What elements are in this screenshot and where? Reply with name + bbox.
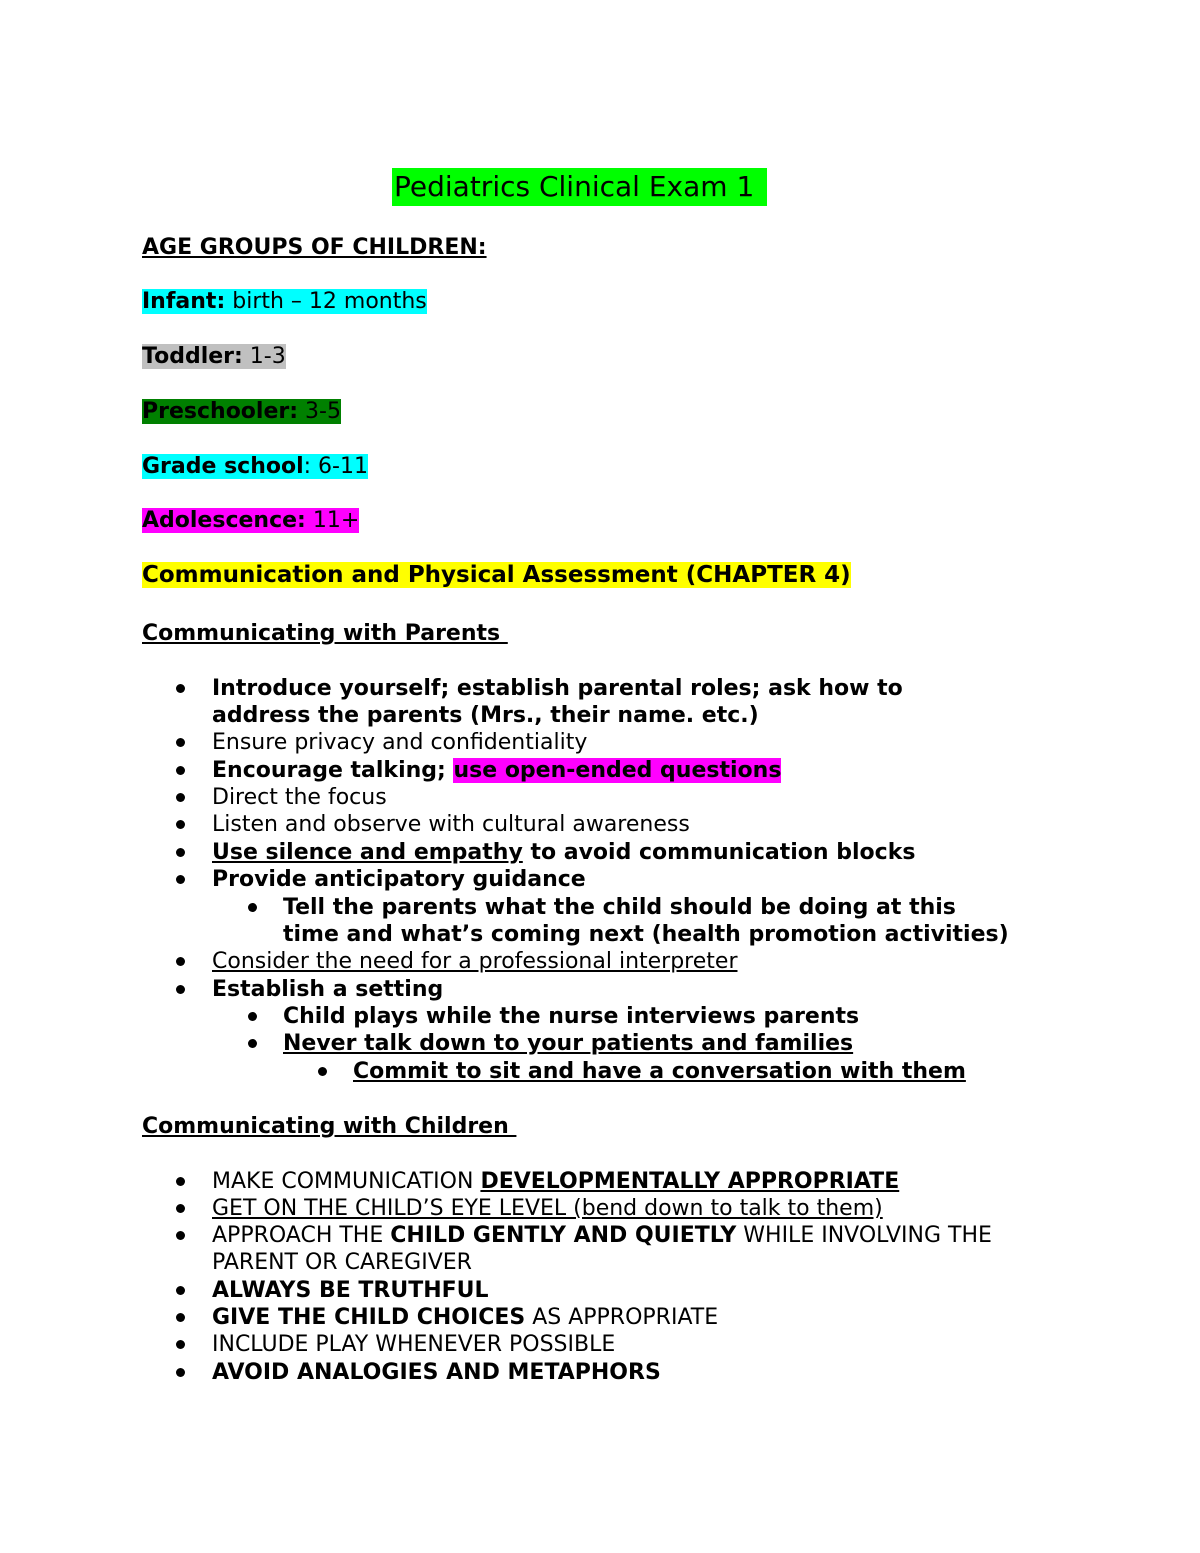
bullet-icon xyxy=(248,1012,257,1021)
list-item xyxy=(212,675,903,729)
list-item-line: Introduce yourself; establish parental roles; ask how to xyxy=(212,676,903,701)
bullet-icon xyxy=(176,738,185,747)
bullet-icon xyxy=(176,1340,185,1349)
list-item xyxy=(212,1222,992,1276)
age-group-value: birth – 12 months xyxy=(225,289,427,314)
age-group-value: : 6-11 xyxy=(303,454,368,479)
list-item-line xyxy=(212,1222,992,1249)
list-item: ALWAYS BE TRUTHFUL xyxy=(212,1278,489,1303)
list-item-line: address the parents (Mrs., their name. etc.) xyxy=(212,703,759,728)
bullet-icon xyxy=(176,1286,185,1295)
bullet-icon xyxy=(176,875,185,884)
children-heading xyxy=(142,1113,516,1140)
bullet-icon xyxy=(318,1067,327,1076)
age-group-value: 1-3 xyxy=(242,344,286,369)
list-item xyxy=(212,757,781,784)
age-group-value: 3-5 xyxy=(298,399,341,424)
list-item xyxy=(212,1168,899,1195)
list-item-underlined: Use silence and empathy xyxy=(212,840,523,865)
age-group-grade-school xyxy=(142,453,368,480)
list-item-bold: DEVELOPMENTALLY APPROPRIATE xyxy=(480,1169,900,1194)
bullet-icon xyxy=(248,903,257,912)
bullet-icon xyxy=(176,1204,185,1213)
parents-heading xyxy=(142,620,508,647)
list-item xyxy=(283,894,1009,948)
list-item: Commit to sit and have a conversation with them xyxy=(353,1059,966,1084)
list-item-highlight: use open-ended questions xyxy=(453,758,782,783)
list-item-plain: MAKE COMMUNICATION xyxy=(212,1169,481,1194)
bullet-icon xyxy=(176,848,185,857)
list-item-rest: AS APPROPRIATE xyxy=(525,1305,719,1330)
list-item-bold: GIVE THE CHILD CHOICES xyxy=(212,1305,526,1330)
bullet-icon xyxy=(248,1039,257,1048)
age-group-grade-school-highlight xyxy=(142,454,368,479)
bullet-icon xyxy=(176,684,185,693)
age-group-label: Preschooler: xyxy=(142,399,299,424)
list-item-line: time and what’s coming next (health promotion activities) xyxy=(283,922,1009,947)
page-title: Pediatrics Clinical Exam 1 xyxy=(392,168,767,206)
age-group-label: Adolescence: xyxy=(142,508,306,533)
list-item: Listen and observe with cultural awareness xyxy=(212,812,690,837)
list-item-rest: to avoid communication blocks xyxy=(522,840,916,865)
age-group-value: 11+ xyxy=(305,508,360,533)
chapter-heading xyxy=(142,562,851,589)
list-item: Consider the need for a professional interpreter xyxy=(212,949,738,974)
age-groups-heading xyxy=(142,234,487,261)
age-group-preschooler xyxy=(142,398,341,425)
list-item: Establish a setting xyxy=(212,977,444,1002)
list-item-line: Tell the parents what the child should be doing at this xyxy=(283,895,956,920)
age-group-label: Infant: xyxy=(142,289,226,314)
age-groups-heading-text: AGE GROUPS OF CHILDREN: xyxy=(142,235,487,260)
list-item xyxy=(212,839,915,866)
list-item: AVOID ANALOGIES AND METAPHORS xyxy=(212,1360,661,1385)
list-item: INCLUDE PLAY WHENEVER POSSIBLE xyxy=(212,1332,616,1357)
age-group-toddler-highlight xyxy=(142,344,286,369)
list-item: Direct the focus xyxy=(212,785,387,810)
list-item: Child plays while the nurse interviews parents xyxy=(283,1004,860,1029)
age-group-infant xyxy=(142,288,427,315)
list-item xyxy=(212,1304,718,1331)
list-item: Provide anticipatory guidance xyxy=(212,867,586,892)
bullet-icon xyxy=(176,1313,185,1322)
age-group-preschooler-highlight xyxy=(142,399,341,424)
bullet-icon xyxy=(176,1231,185,1240)
age-group-label: Toddler: xyxy=(142,344,243,369)
age-group-toddler xyxy=(142,343,286,370)
list-item: Never talk down to your patients and families xyxy=(283,1031,854,1056)
bullet-icon xyxy=(176,820,185,829)
bullet-icon xyxy=(176,1368,185,1377)
bullet-icon xyxy=(176,793,185,802)
parents-heading-text: Communicating with Parents xyxy=(142,621,508,646)
list-item: Ensure privacy and confidentiality xyxy=(212,730,588,755)
list-item-plain: APPROACH THE xyxy=(212,1223,391,1248)
age-group-label: Grade school xyxy=(142,454,304,479)
chapter-heading-text: Communication and Physical Assessment (CHAPTER 4) xyxy=(142,562,851,588)
bullet-icon xyxy=(176,985,185,994)
list-item-rest: WHILE INVOLVING THE xyxy=(736,1223,992,1248)
list-item: GET ON THE CHILD’S EYE LEVEL (bend down to talk to them) xyxy=(212,1196,883,1221)
list-item-bold: Encourage talking; xyxy=(212,758,454,783)
age-group-infant-highlight xyxy=(142,289,427,314)
age-group-adolescence-highlight xyxy=(142,508,359,533)
bullet-icon xyxy=(176,957,185,966)
age-group-adolescence xyxy=(142,507,359,534)
list-item-bold: CHILD GENTLY AND QUIETLY xyxy=(390,1223,737,1248)
bullet-icon xyxy=(176,766,185,775)
bullet-icon xyxy=(176,1177,185,1186)
children-heading-text: Communicating with Children xyxy=(142,1114,517,1139)
list-item-line: PARENT OR CAREGIVER xyxy=(212,1250,472,1275)
